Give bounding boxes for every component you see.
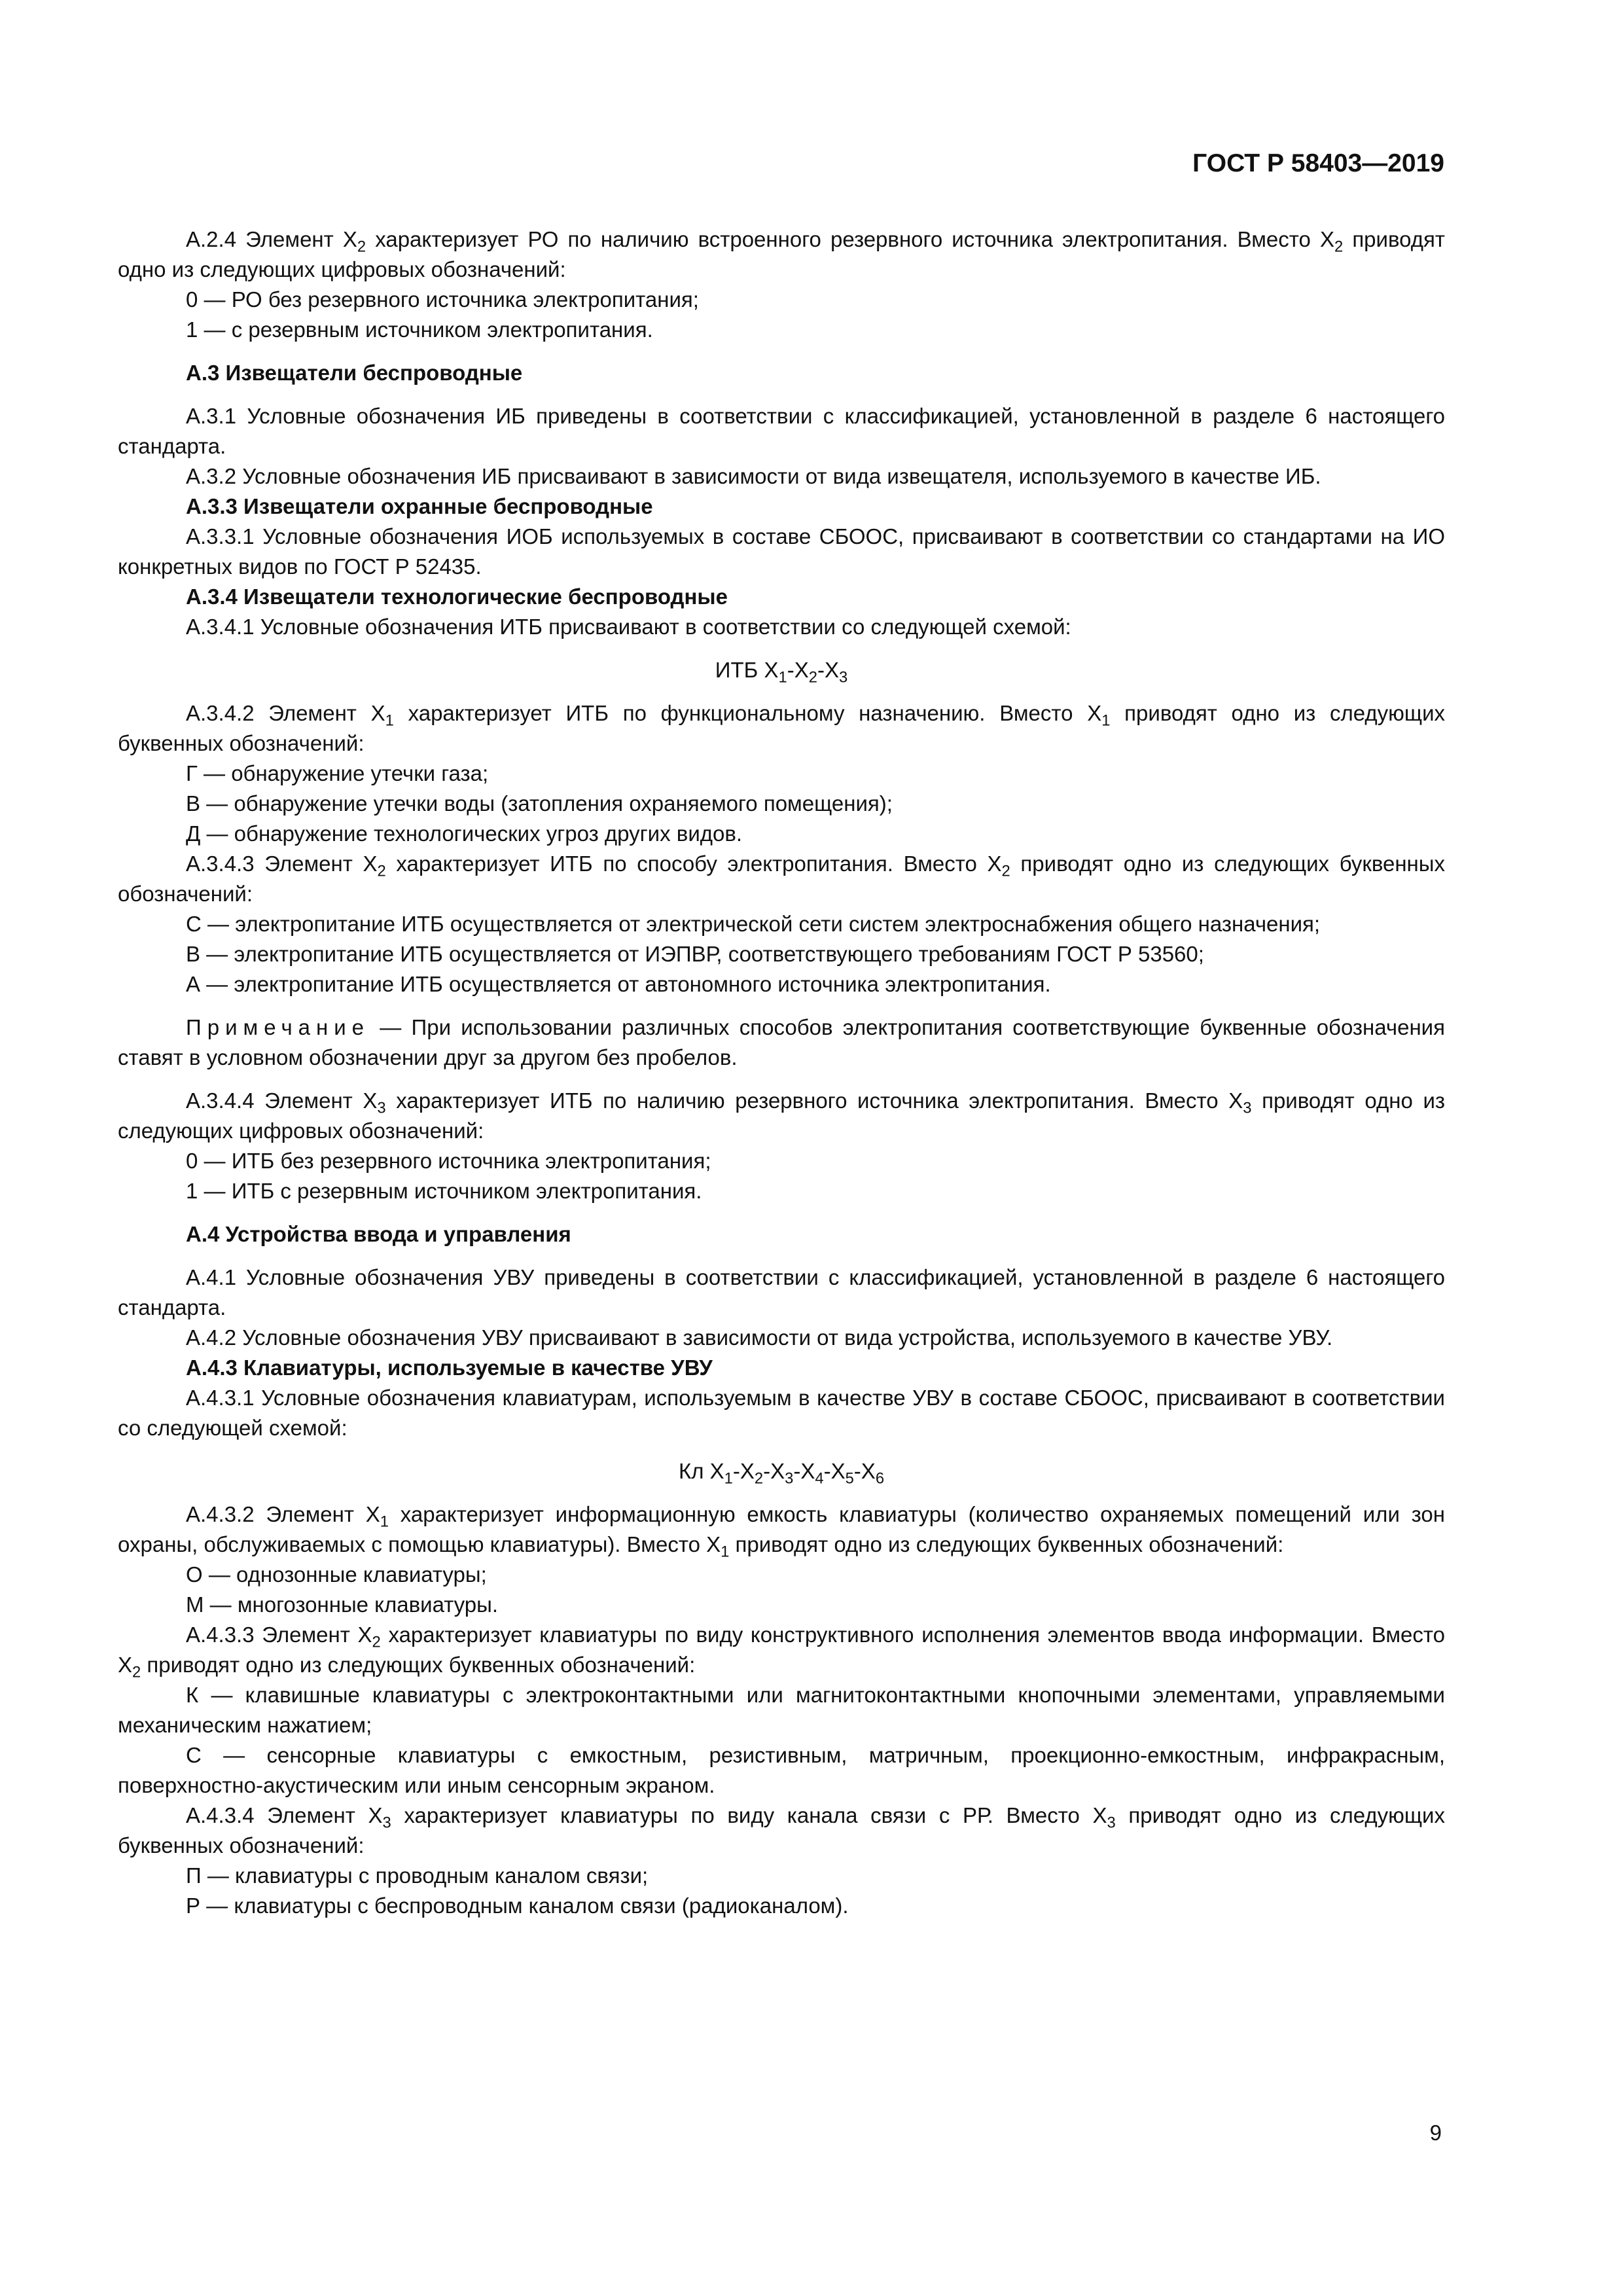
- list-item: В — электропитание ИТБ осуществляется от ИЭПВР, соответствующего требованиям ГОСТ Р 53560;: [186, 942, 1204, 966]
- note: Примечание — При использовании различных способов электропитания соответствующие буквенные обозначения ставят в условном обозначении друг за другом без пробелов.: [118, 1015, 1445, 1069]
- paragraph-a-4-3-4: А.4.3.4 Элемент $X_3$ характеризует клавиатуры по виду канала связи с РР. Вместо $X_3$ приводят одно из следующих буквенных обозначений:: [118, 1803, 1445, 1857]
- section-heading-a-4-3: А.4.3 Клавиатуры, используемые в качестве УВУ: [186, 1355, 713, 1380]
- list-item: 0 — РО без резервного источника электропитания;: [186, 287, 699, 312]
- section-heading-a-4: А.4 Устройства ввода и управления: [186, 1222, 571, 1246]
- page-number: 9: [1429, 2121, 1442, 2145]
- paragraph-a-4-3-3: А.4.3.3 Элемент $X_2$ характеризует клавиатуры по виду конструктивного исполнения элементов ввода информации. Вместо $X_2$ приводят одно из следующих буквенных обозначений:: [118, 1623, 1445, 1681]
- section-heading-a-3-4: А.3.4 Извещатели технологические беспроводные: [186, 584, 728, 609]
- paragraph-a-3-3-1: А.3.3.1 Условные обозначения ИОБ используемых в составе СБООС, присваивают в соответствии со стандартами на ИО конкретных видов по ГОСТ Р 52435.: [118, 524, 1445, 579]
- paragraph-a-3-4-4: А.3.4.4 Элемент $X_3$ характеризует ИТБ по наличию резервного источника электропитания. Вместо $X_3$ приводят одно из следующих цифровых обозначений:: [118, 1088, 1446, 1143]
- page-content: [118, 224, 1445, 1921]
- list-item: Д — обнаружение технологических угроз других видов.: [186, 821, 743, 846]
- list-item: К — клавишные клавиатуры с электроконтактными или магнитоконтактными кнопочными элементами, управляемыми механическим нажатием;: [118, 1683, 1445, 1737]
- paragraph-a-4-3-1: А.4.3.1 Условные обозначения клавиатурам, используемым в качестве УВУ в составе СБООС, присваивают в соответствии со следующей схемой:: [118, 1386, 1445, 1440]
- list-item: Р — клавиатуры с беспроводным каналом связи (радиоканалом).: [186, 1893, 849, 1918]
- section-heading-a-3-3: А.3.3 Извещатели охранные беспроводные: [186, 494, 653, 518]
- document-code: ГОСТ Р 58403—2019: [1192, 149, 1444, 177]
- paragraph-a-3-4-1: А.3.4.1 Условные обозначения ИТБ присваивают в соответствии со следующей схемой:: [186, 615, 1071, 639]
- list-item: 1 — с резервным источником электропитания.: [186, 317, 653, 342]
- note-label: Примечание: [186, 1015, 370, 1039]
- list-item: С — сенсорные клавиатуры с емкостным, резистивным, матричным, проекционно-емкостным, инфракрасным, поверхностно-акустическим или иным сенсорным экраном.: [118, 1743, 1445, 1797]
- paragraph-a-4-3-2: А.4.3.2 Элемент $X_1$ характеризует информационную емкость клавиатуры (количество охраняемых помещений или зон охраны, обслуживаемых с помощью клавиатуры). Вместо $X_1$ приводят одно из следующих буквенных обозначений:: [118, 1502, 1445, 1561]
- list-item: 0 — ИТБ без резервного источника электропитания;: [186, 1149, 711, 1173]
- list-item: П — клавиатуры с проводным каналом связи;: [186, 1863, 649, 1888]
- list-item: Г — обнаружение утечки газа;: [186, 761, 489, 785]
- paragraph-a-3-1: А.3.1 Условные обозначения ИБ приведены в соответствии с классификацией, установленной в разделе 6 настоящего стандарта.: [118, 404, 1445, 458]
- paragraph-a-4-2: А.4.2 Условные обозначения УВУ присваивают в зависимости от вида устройства, используемого в качестве УВУ.: [186, 1325, 1333, 1350]
- paragraph-a-4-1: А.4.1 Условные обозначения УВУ приведены в соответствии с классификацией, установленной в разделе 6 настоящего стандарта.: [118, 1265, 1445, 1319]
- list-item: 1 — ИТБ с резервным источником электропитания.: [186, 1179, 702, 1203]
- paragraph-a-3-4-2: А.3.4.2 Элемент $X_1$ характеризует ИТБ по функциональному назначению. Вместо $X_1$ приводят одно из следующих буквенных обозначений:: [118, 701, 1445, 755]
- list-item: В — обнаружение утечки воды (затопления охраняемого помещения);: [186, 791, 893, 816]
- section-heading-a-3: А.3 Извещатели беспроводные: [186, 361, 523, 385]
- list-item: О — однозонные клавиатуры;: [186, 1562, 487, 1587]
- list-item: А — электропитание ИТБ осуществляется от автономного источника электропитания.: [186, 972, 1051, 996]
- paragraph-a-3-2: А.3.2 Условные обозначения ИБ присваивают в зависимости от вида извещателя, используемого в качестве ИБ.: [186, 464, 1321, 488]
- list-item: М — многозонные клавиатуры.: [186, 1592, 499, 1617]
- paragraph-a-2-4: А.2.4 Элемент $X_2$ характеризует РО по наличию встроенного резервного источника электропитания. Вместо $X_2$ приводят одно из следующих цифровых обозначений:: [118, 227, 1446, 281]
- designation-formula-kl: Кл $X_1-X_2-X_3-X_4-X_5-X_6$: [678, 1459, 885, 1488]
- designation-formula-itb: ИТБ $X_1-X_2-X_3$: [715, 658, 848, 687]
- paragraph-a-3-4-3: А.3.4.3 Элемент $X_2$ характеризует ИТБ по способу электропитания. Вместо $X_2$ приводят одно из следующих буквенных обозначений:: [118, 852, 1445, 906]
- list-item: С — электропитание ИТБ осуществляется от электрической сети систем электроснабжения общего назначения;: [186, 912, 1321, 936]
